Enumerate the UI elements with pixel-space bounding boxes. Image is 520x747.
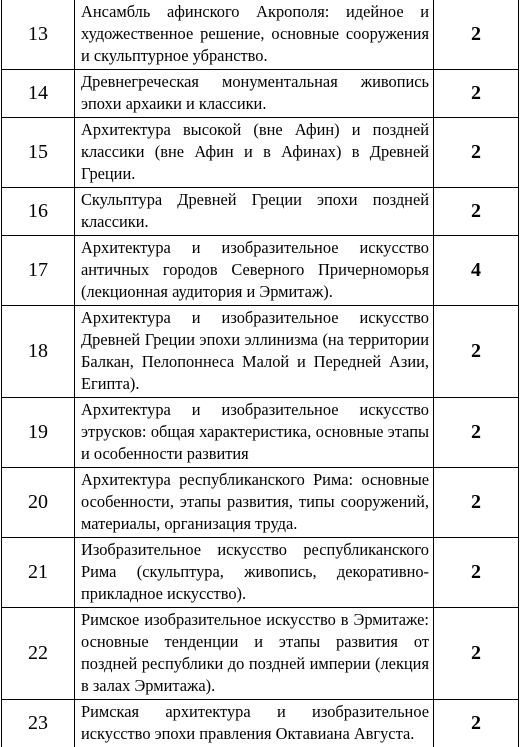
lesson-hours: 2 — [434, 118, 519, 188]
table-row — [2, 188, 519, 236]
table-row — [2, 398, 519, 468]
lesson-topic: Архитектура и изобразительное искусство античных городов Северного Причерноморья (лекционная аудитория и Эрмитаж). — [75, 236, 434, 306]
lesson-topic: Скульптура Древней Греции эпохи поздней классики. — [75, 188, 434, 236]
lesson-hours: 4 — [434, 236, 519, 306]
lesson-hours: 2 — [434, 188, 519, 236]
lesson-number: 23 — [2, 700, 75, 747]
lesson-hours: 2 — [434, 398, 519, 468]
table-row — [2, 306, 519, 398]
lesson-topic: Архитектура высокой (вне Афин) и поздней классики (вне Афин и в Афинах) в Древней Греции. — [75, 118, 434, 188]
lesson-number: 18 — [2, 306, 75, 398]
lesson-hours: 2 — [434, 468, 519, 538]
lesson-number: 20 — [2, 468, 75, 538]
lesson-hours: 2 — [434, 608, 519, 700]
lesson-topic: Архитектура республиканского Рима: основные особенности, этапы развития, типы сооружений, материалы, организация труда. — [75, 468, 434, 538]
curriculum-table — [1, 0, 519, 747]
lesson-number: 13 — [2, 0, 75, 70]
table-row — [2, 0, 519, 70]
lesson-topic: Римское изобразительное искусство в Эрмитаже: основные тенденции и этапы развития от поздней республики до поздней империи (лекция в залах Эрмитажа). — [75, 608, 434, 700]
table-row — [2, 70, 519, 118]
lesson-number: 22 — [2, 608, 75, 700]
table-row — [2, 700, 519, 747]
lesson-topic: Римская архитектура и изобразительное искусство эпохи правления Октавиана Августа. — [75, 700, 434, 747]
table-row — [2, 118, 519, 188]
lesson-hours: 2 — [434, 70, 519, 118]
lesson-topic: Архитектура и изобразительное искусство Древней Греции эпохи эллинизма (на территории Балкан, Пелопоннеса Малой и Передней Азии, Египта). — [75, 306, 434, 398]
lesson-number: 19 — [2, 398, 75, 468]
lesson-hours: 2 — [434, 0, 519, 70]
lesson-topic: Архитектура и изобразительное искусство этрусков: общая характеристика, основные этапы и особенности развития — [75, 398, 434, 468]
table-row — [2, 608, 519, 700]
lesson-number: 17 — [2, 236, 75, 306]
table-row — [2, 236, 519, 306]
lesson-topic: Изобразительное искусство республиканского Рима (скульптура, живопись, декоративно-прикладное искусство). — [75, 538, 434, 608]
lesson-hours: 2 — [434, 700, 519, 747]
table-row — [2, 538, 519, 608]
lesson-hours: 2 — [434, 306, 519, 398]
lesson-number: 15 — [2, 118, 75, 188]
lesson-hours: 2 — [434, 538, 519, 608]
lesson-topic: Древнегреческая монументальная живопись эпохи архаики и классики. — [75, 70, 434, 118]
lesson-topic: Ансамбль афинского Акрополя: идейное и художественное решение, основные сооружения и скульптурное убранство. — [75, 0, 434, 70]
lesson-number: 21 — [2, 538, 75, 608]
lesson-number: 14 — [2, 70, 75, 118]
table-row — [2, 468, 519, 538]
lesson-number: 16 — [2, 188, 75, 236]
